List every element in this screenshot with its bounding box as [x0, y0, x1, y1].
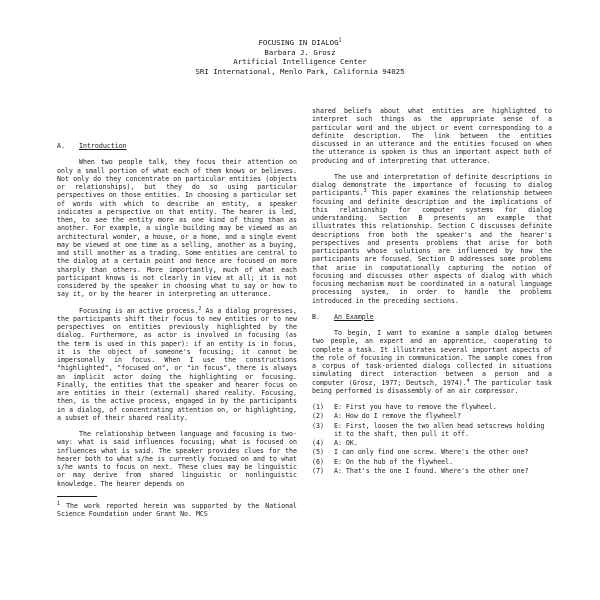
section-title: An Example	[334, 312, 374, 321]
author-center: Artificial Intelligence Center	[233, 57, 367, 67]
dialog-line: (2) A: How do I remove the flywheel?	[312, 412, 462, 421]
paper-header	[0, 38, 600, 76]
dialog-line: (6) E: On the hub of the flywheel.	[312, 457, 454, 466]
intro-paragraph-4: shared beliefs about what entities are highlighted to interpret such things as the appropriate sense of a particular word and the object or event corresponding to a definite description. The link between the entities discussed in an utterance and the entities focused on when the utterance is spoken is thus an important aspect both of producing and of interpreting that utterance.	[312, 107, 552, 165]
example-paragraph-1: To begin, I want to examine a sample dialog between two people, an expert and an apprentice, cooperating to complete a task. It illustrates several important aspects of the role of focusing in communication. The sample comes from a corpus of task-oriented dialogs collected in situations simulating direct interaction between a person and a computer (Grosz, 1977; Deutsch, 1974).$^4$ The particular task being performed is disassembly of an air compressor.	[312, 329, 552, 395]
section-heading-example	[312, 313, 552, 321]
intro-paragraph-5: The use and interpretation of definite descriptions in dialog demonstrate the importance of focusing to dialog participants.$^3$ This paper examines the relationship between focusing and definite description and the implications of this relationship for computer systems for dialog understanding. Section B presents an example that illustrates this relationship. Section C discusses definite descriptions from both the speaker's and the hearer's perspectives and presents problems that arise for both participants whose solutions are influenced by how the participants are focused. Section D addresses some problems that arise in computationally capturing the notion of focusing and discusses other aspects of dialog with which focusing mechanism must be coordinated in a natural language processing system, in order to handle the problems introduced in the preceding sections.	[312, 172, 552, 305]
dialog-excerpt	[312, 403, 552, 475]
section-heading-introduction	[57, 142, 297, 150]
dialog-line: (5) I can only find one screw. Where's the other one?	[312, 448, 529, 457]
right-column	[312, 107, 552, 476]
intro-paragraph-3: The relationship between language and focusing is two-way: what is said influences focusing; what is focused on influences what is said. The speaker provides clues for the hearer both to what s/he is currently focused on and to what s/he wants to focus on next. These clues may be linguistic or may derive from shared linguistic or nonlinguistic knowledge. The hearer depends on	[57, 430, 297, 488]
author-name: Barbara J. Grosz	[264, 47, 336, 57]
footnote: $^1$ The work reported herein was supported by the National Science Foundation under Grant No. MCS	[57, 500, 297, 518]
left-column	[57, 142, 297, 526]
dialog-line: (3) E: First, loosen the two allen head setscrews holding it to the shaft, then pull it off.	[312, 421, 545, 438]
title-footnote-marker: 1	[338, 37, 342, 44]
paper-title: FOCUSING IN DIALOG$^1$	[258, 37, 342, 47]
section-title: Introduction	[79, 142, 127, 150]
author-affiliation: SRI International, Menlo Park, California 94025	[195, 66, 405, 76]
footnote-marker: 2	[198, 305, 202, 312]
section-number: B.	[312, 312, 320, 321]
section-number: A.	[57, 142, 65, 150]
intro-paragraph-2: Focusing is an active process.$^2$ As a dialog progresses, the participants shift their focus to new entities or to new perspectives on entities previously highlighted by the dialog. Furthermore, as actor is involved in focusing (as the term is used in this paper): if an entity is in focus, it is the object of someone's focusing; it cannot be impersonally in focus. When I use the constructions "highlighted", "focused on", or "in focus", there is always an implicit actor doing the highlighting or focusing. Finally, the entities that the speaker and hearer focus on are entities in their (external) shared reality. Focusing, then, is the active process, engaged in by the participants in a dialog, of concentrating attention on, or highlighting, a subset of their shared reality.	[57, 305, 298, 422]
intro-paragraph-1: When two people talk, they focus their attention on only a small portion of what each of them knows or believes. Not only do they concentrate on particular entities (objects or relationships), but they do so using particular perspectives on those entities. In choosing a particular set of words with which to describe an entity, a speaker indicates a perspective on that entity. The hearer is led, then, to see the entity more as one kind of thing than as another. For example, a single building may be viewed as an architectural wonder, a house, or a home, and a single event may be viewed at one time as a selling, another as a buying, and still another as a trading. Some entities are central to the dialog at a certain point and hence are focused on more sharply than others. More importantly, much of what each participant knows is not clearly in view at all; it is not considered by the speaker in choosing what to say or how to say it, or by the hearer in interpreting an utterance.	[57, 158, 297, 299]
footnote-marker: 4	[466, 377, 470, 384]
footnote-number: 1	[57, 500, 61, 507]
dialog-line: (1) E: First you have to remove the flywheel.	[312, 403, 497, 411]
dialog-line: (4) A: OK.	[312, 439, 358, 447]
footnote-divider	[57, 496, 97, 497]
footnote-marker: 3	[363, 188, 367, 195]
dialog-line: (7) A: That's the one I found. Where's the other one?	[312, 466, 529, 475]
